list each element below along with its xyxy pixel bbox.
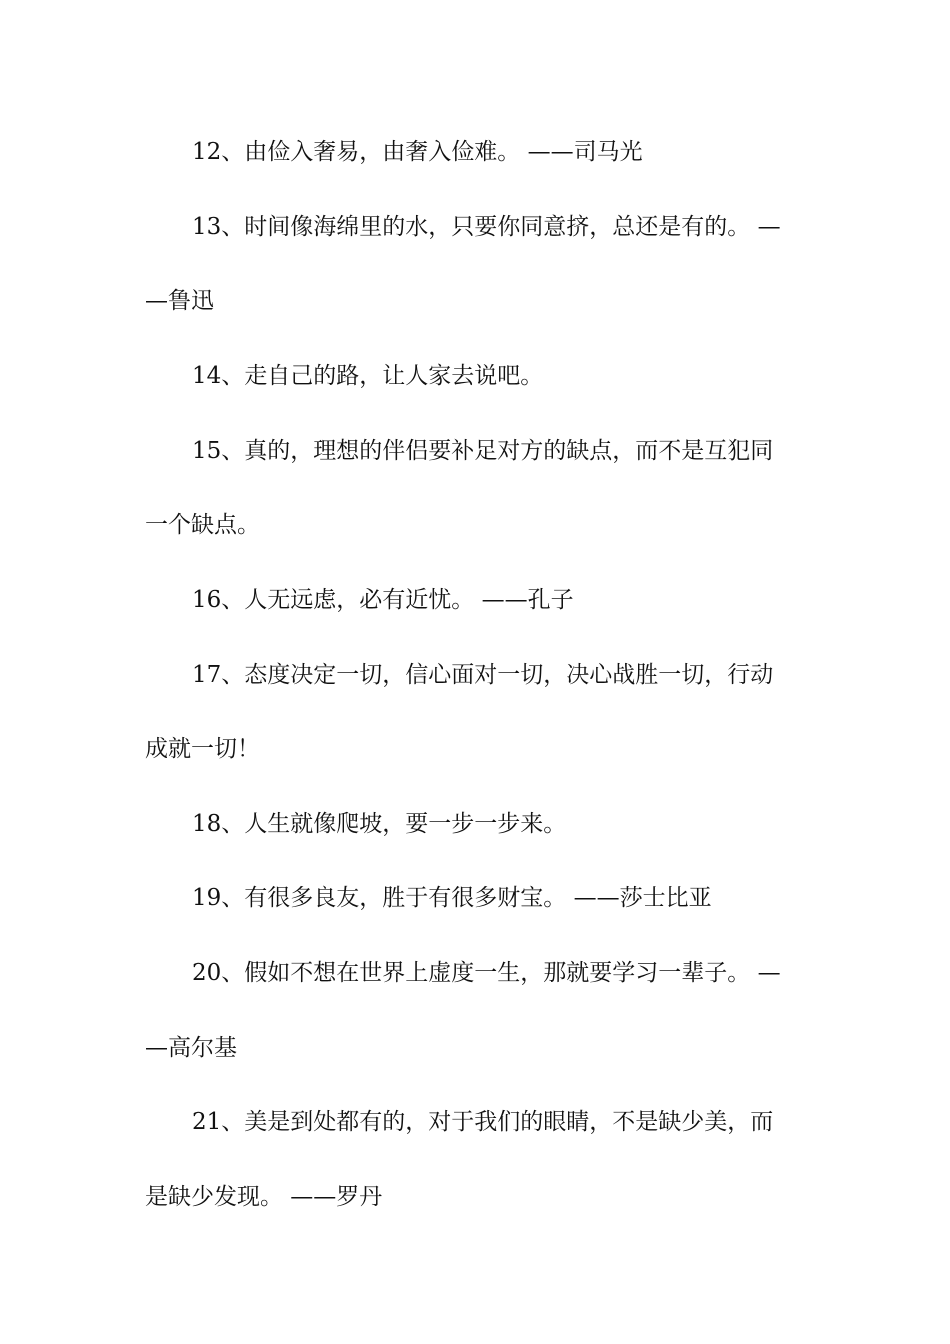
quote-16-line-1: 16、人无远虑，必有近忧。 ——孔子: [192, 587, 574, 613]
quote-17-line-2: 成就一切！: [145, 736, 260, 762]
quote-20-line-2: —高尔基: [145, 1035, 237, 1061]
quote-17-line-1: 17、态度决定一切，信心面对一切，决心战胜一切，行动: [192, 662, 774, 688]
quote-15-line-2: 一个缺点。: [145, 512, 260, 538]
quote-14-line-1: 14、走自己的路，让人家去说吧。: [192, 363, 544, 389]
quote-21-line-2: 是缺少发现。 ——罗丹: [145, 1184, 383, 1210]
quote-15-line-1: 15、真的，理想的伴侣要补足对方的缺点，而不是互犯同: [192, 438, 774, 464]
quote-19-line-1: 19、有很多良友，胜于有很多财宝。 ——莎士比亚: [192, 885, 712, 911]
quote-13-line-2: —鲁迅: [145, 288, 214, 314]
quote-12-line-1: 12、由俭入奢易，由奢入俭难。 ——司马光: [192, 139, 643, 165]
quote-20-line-1: 20、假如不想在世界上虚度一生，那就要学习一辈子。 —: [192, 960, 781, 986]
quote-13-line-1: 13、时间像海绵里的水，只要你同意挤，总还是有的。 —: [192, 214, 781, 240]
quote-21-line-1: 21、美是到处都有的，对于我们的眼睛，不是缺少美，而: [192, 1109, 774, 1135]
quote-18-line-1: 18、人生就像爬坡，要一步一步来。: [192, 811, 567, 837]
